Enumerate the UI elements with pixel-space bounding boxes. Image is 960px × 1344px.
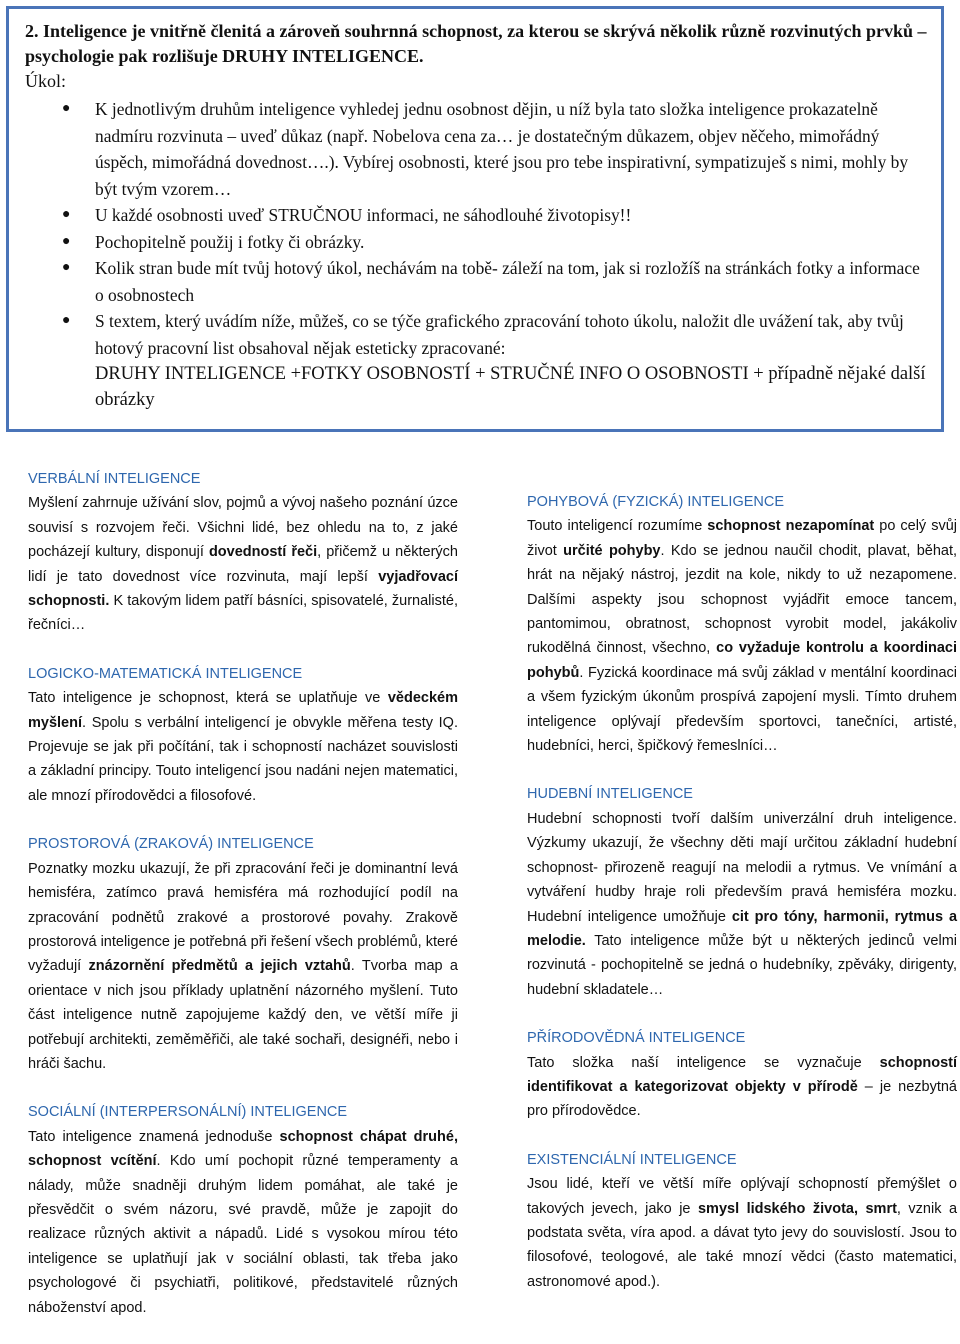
bold-text: co vyžaduje kontrolu a koordinaci pohybů <box>527 640 957 681</box>
section <box>28 832 458 1076</box>
bullet-icon: ● <box>62 233 71 249</box>
task-heading: 2. Inteligence je vnitřně členitá a zároveň souhrnná schopnost, za kterou se skrývá několik různě rozvinutých prvků – psychologie pak rozlišuje DRUHY INTELIGENCE. <box>25 21 927 66</box>
task-bullet-text: Pochopitelně použij i fotky či obrázky. <box>95 231 365 252</box>
body-text: Tato inteligence je schopnost, která se uplatňuje ve <box>28 690 388 707</box>
body-text: Tato složka naší inteligence se vyznačuje <box>527 1054 880 1071</box>
body-text: Tato inteligence znamená jednoduše <box>28 1128 280 1145</box>
body-text: po celý svůj život <box>527 518 957 559</box>
bold-text: schopnost chápat druhé, schopnost vcítění <box>28 1128 458 1170</box>
bold-text: vyjadřovací schopnosti. <box>28 568 458 610</box>
section-title: SOCIÁLNÍ (INTERPERSONÁLNÍ) INTELIGENCE <box>28 1104 348 1121</box>
section-body <box>527 807 957 1002</box>
left-column <box>28 467 458 1344</box>
bold-text: znázornění předmětů a jejich vztahů <box>88 958 351 975</box>
task-summary: DRUHY INTELIGENCE +FOTKY OSOBNOSTÍ + STRUČNÉ INFO O OSOBNOSTI + případně nějaké další obrázky <box>95 364 926 410</box>
bold-text: smysl lidského života, smrt <box>697 1200 897 1217</box>
bold-text: schopnost nezapomínat <box>707 518 875 535</box>
bold-text: schopností identifikovat a kategorizovat objekty v přírodě <box>527 1054 957 1095</box>
bold-text: cit pro tóny, harmonii, rytmus a melodie. <box>527 908 958 949</box>
task-bullet <box>25 308 927 413</box>
section <box>527 490 957 758</box>
bullet-icon: ● <box>62 313 71 328</box>
section-body <box>28 491 458 637</box>
section-title: VERBÁLNÍ INTELIGENCE <box>28 471 201 487</box>
body-text: Jsou lidé, kteří ve větší míře oplývají schopností přemýšlet o takových jevech, jako je <box>527 1176 957 1217</box>
section-title: LOGICKO-MATEMATICKÁ INTELIGENCE <box>28 665 303 682</box>
body-text: . Kdo se jednou naučil chodit, plavat, běhat, hrát na nějaký nástroj, jezdit na kole, nikdy to už nezapomene. Dalšími aspekty jsou schopnost vyjádřit emoce tancem, pantomimou, obratnost, schopnost vyrobit model, jakákoliv rukodělná činnost, všechno, <box>527 542 958 657</box>
section-title: PŘÍRODOVĚDNÁ INTELIGENCE <box>527 1030 746 1047</box>
right-column <box>527 490 957 1318</box>
body-text: Hudební schopnosti tvoří dalším univerzální druh inteligence. Výzkumy ukazují, že všechny děti mají určitou základní hudební schopnost- přirozeně reagují na melodii a rytmus. Ve vnímání a vytváření hudby hraje roli především pravá hemisféra mozku. Hudební inteligence umožňuje <box>527 810 957 925</box>
bold-text: vědeckém myšlení <box>28 690 458 731</box>
task-bullet <box>25 255 927 308</box>
section <box>527 782 957 1002</box>
section <box>28 467 458 638</box>
body-text: . Fyzická koordinace má svůj základ v mentální koordinaci a všem fyzickým úkonům prospívá zapojení mysli. Tímto druhem inteligence oplývají především sportovci, tanečníci, artisté, hudebníci, herci, špičkový řemeslníci… <box>527 664 957 755</box>
section <box>527 1148 957 1294</box>
body-text: Touto inteligencí rozumíme <box>527 518 708 535</box>
task-label: Úkol: <box>25 71 67 91</box>
task-bullet <box>25 96 927 202</box>
section-title: HUDEBNÍ INTELIGENCE <box>527 786 693 803</box>
body-text: . Tvorba map a orientace v nich jsou příklady uplatnění názorného myšlení. Tuto část inteligence nutně zapojujeme každý den, ve větší míře ji potřebují architekti, zeměměřiči, ale také sochaři, designéři, nebo i hráči šachu. <box>28 958 458 1072</box>
section-body <box>527 1172 957 1294</box>
section <box>28 662 458 808</box>
bold-text: určité pohyby <box>563 542 661 559</box>
task-bullet-list <box>25 96 927 413</box>
bullet-icon: ● <box>62 207 71 222</box>
bullet-icon: ● <box>62 101 71 116</box>
body-text: . Spolu s verbální inteligencí je obvykle měřena testy IQ. Projevuje se jak při počítání, tak i schopností nacházet souvislosti a základní principy. Touto inteligencí jsou nadáni nejen matematici, ale mnozí přírodovědci a filosofové. <box>28 714 458 804</box>
section-title: PROSTOROVÁ (ZRAKOVÁ) INTELIGENCE <box>28 836 314 853</box>
task-bullet <box>25 229 927 256</box>
task-bullet-text: S textem, který uvádím níže, můžeš, co se týče grafického zpracování tohoto úkolu, naložit dle uvážení tak, aby tvůj hotový pracovní list obsahoval nějak esteticky zpracované: <box>95 311 904 358</box>
section-body <box>527 514 957 758</box>
body-text: Tato inteligence může být u některých jedinců velmi rozvinutá - pochopitelně se jedná o hudebníky, zpěváky, dirigenty, hudební skladatele… <box>527 932 957 998</box>
section-body <box>527 1051 957 1124</box>
bold-text: dovedností řeči <box>208 544 318 561</box>
body-text: Myšlení zahrnuje užívání slov, pojmů a vývoj našeho poznání úzce souvisí s rozvojem řeči. Všichni lidé, bez ohledu na to, z jaké pocházejí kultury, disponují <box>28 495 458 561</box>
body-text: Poznatky mozku ukazují, že při zpracování řeči je dominantní levá hemisféra, zatímco pravá hemisféra má rozhodující podíl na zpracování podnětů zrakové a prostorové povahy. Zrakově prostorová inteligence je potřebná při řešení všech problémů, které vyžadují <box>28 860 458 975</box>
body-text: . Kdo umí pochopit různé temperamenty a nálady, může snadněji druhým lidem pomáhat, ale také je přesvědčit o svém názoru, své pravdě, může je zapojit do realizace různých aktivit a nápadů. Lidé s vysokou mírou této inteligence se uplatňují jak v sociální oblasti, tak třeba jako psychologové či psychiatři, politikové, představitelé různých náboženství apod. <box>28 1153 458 1316</box>
body-text: , přičemž u některých lidí je tato dovednost více rozvinuta, mají lepší <box>28 544 458 585</box>
section <box>527 1026 957 1124</box>
section-title: POHYBOVÁ (FYZICKÁ) INTELIGENCE <box>527 494 785 510</box>
task-bullet-text: K jednotlivým druhům inteligence vyhledej jednu osobnost dějin, u níž byla tato složka inteligence prokazatelně nadmíru rozvinuta – uveď důkaz (např. Nobelova cena za… je dostatečným důkazem, objev něčeho, mimořádný úspěch, mimořádná dovednost….). Vybírej osobnosti, které jsou pro tebe inspirativní, sympatizuješ s nimi, mohly by být tvým vzorem… <box>95 99 909 199</box>
section <box>28 1100 458 1320</box>
section-body <box>28 686 458 808</box>
task-bullet <box>25 202 927 229</box>
body-text: , vznik a podstata světa, víra apod. a dávat tyto jevy do souvislostí. Jsou to filosofové, teologové, ale také mnozí vědci (často matematici, astronomové apod.). <box>527 1200 958 1290</box>
task-bullet-text: U každé osobnosti uveď STRUČNOU informaci, ne sáhodlouhé životopisy!! <box>95 205 632 225</box>
task-box <box>6 6 944 432</box>
section-body <box>28 1125 458 1320</box>
section-body <box>28 857 458 1077</box>
body-text: – je nezbytná pro přírodovědce. <box>527 1078 957 1120</box>
section-title: EXISTENCIÁLNÍ INTELIGENCE <box>527 1151 737 1168</box>
task-bullet-text: Kolik stran bude mít tvůj hotový úkol, nechávám na tobě- záleží na tom, jak si rozložíš na stránkách fotky a informace o osobnostech <box>95 258 920 305</box>
body-text: K takovým lidem patří básníci, spisovatelé, žurnalisté, řečníci… <box>28 593 458 634</box>
bullet-icon: ● <box>62 260 71 275</box>
